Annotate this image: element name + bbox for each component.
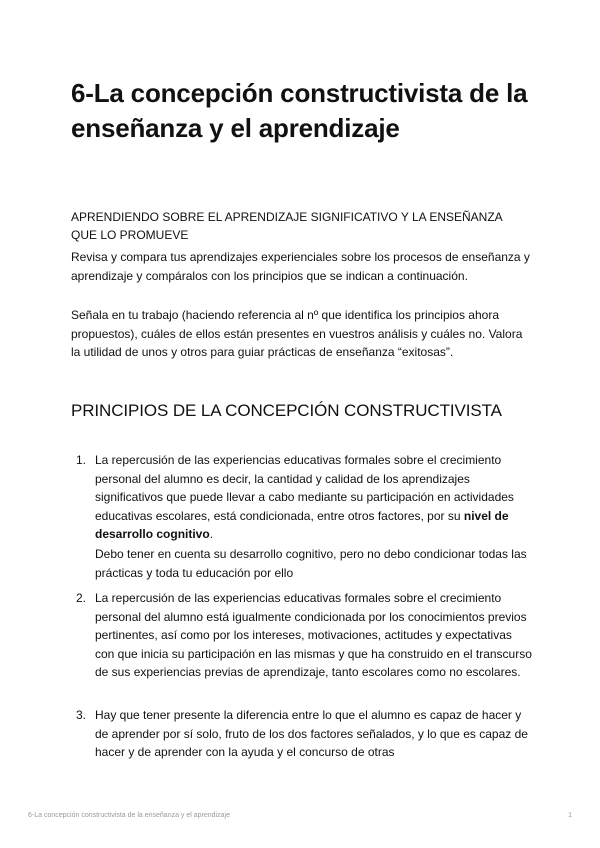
- section-heading: PRINCIPIOS DE LA CONCEPCIÓN CONSTRUCTIVISTA: [71, 401, 502, 420]
- list-item-text-end: .: [209, 527, 214, 541]
- bold-text: nivel de desarrollo cognitivo: [95, 508, 509, 541]
- list-number: 2.: [76, 591, 87, 605]
- intro-paragraph-2: Señala en tu trabajo (haciendo referencia al nº que identifica los principios ahora propuestos), cuáles de ellos están presentes en vuestros análisis y cuáles no. Valora la utilidad de unos y otros para guiar prácticas de enseñanza “exitosas”.: [71, 308, 523, 359]
- intro-paragraph-1: Revisa y compara tus aprendizajes experienciales sobre los procesos de enseñanza y aprendizaje y compáralos con los principios que se indican a continuación.: [71, 250, 530, 283]
- list-number: 1.: [76, 453, 87, 467]
- list-item-text: La repercusión de las experiencias educativas formales sobre el crecimiento personal del alumno está igualmente condicionada por los conocimientos previos pertinentes, así como por los intereses, motivaciones, actitudes y expectativas con que inicia su participación en las mismas y que ha construido en el transcurso de sus experiencias previas de aprendizaje, tanto escolares como no escolares.: [95, 591, 532, 679]
- footer-document-title: 6-La concepción constructivista de la enseñanza y el aprendizaje: [28, 812, 230, 819]
- page-title: 6-La concepción constructivista de la enseñanza y el aprendizaje: [71, 78, 528, 143]
- footer-page-number: 1: [568, 812, 572, 819]
- list-item-2: [76, 589, 533, 682]
- list-item-text: La repercusión de las experiencias educativas formales sobre el crecimiento personal del alumno es decir, la cantidad y calidad de los aprendizajes significativos que puede llevar a cabo mediante su participación en actividades educativas escolares, está condicionada, entre otros factores, por su: [95, 453, 514, 523]
- subtitle: APRENDIENDO SOBRE EL APRENDIZAJE SIGNIFICATIVO Y LA ENSEÑANZA QUE LO PROMUEVE: [71, 210, 503, 242]
- list-number: 3.: [76, 708, 87, 722]
- list-item-1: [76, 451, 533, 544]
- list-item-3: [76, 706, 533, 762]
- list-item-text: Hay que tener presente la diferencia entre lo que el alumno es capaz de hacer y de aprender por sí solo, fruto de los dos factores señalados, y lo que es capaz de hacer y de aprender con la ayuda y el concurso de otras: [95, 708, 528, 759]
- list-item-1-note: Debo tener en cuenta su desarrollo cognitivo, pero no debo condicionar todas las prácticas y toda tu educación por ello: [95, 547, 527, 580]
